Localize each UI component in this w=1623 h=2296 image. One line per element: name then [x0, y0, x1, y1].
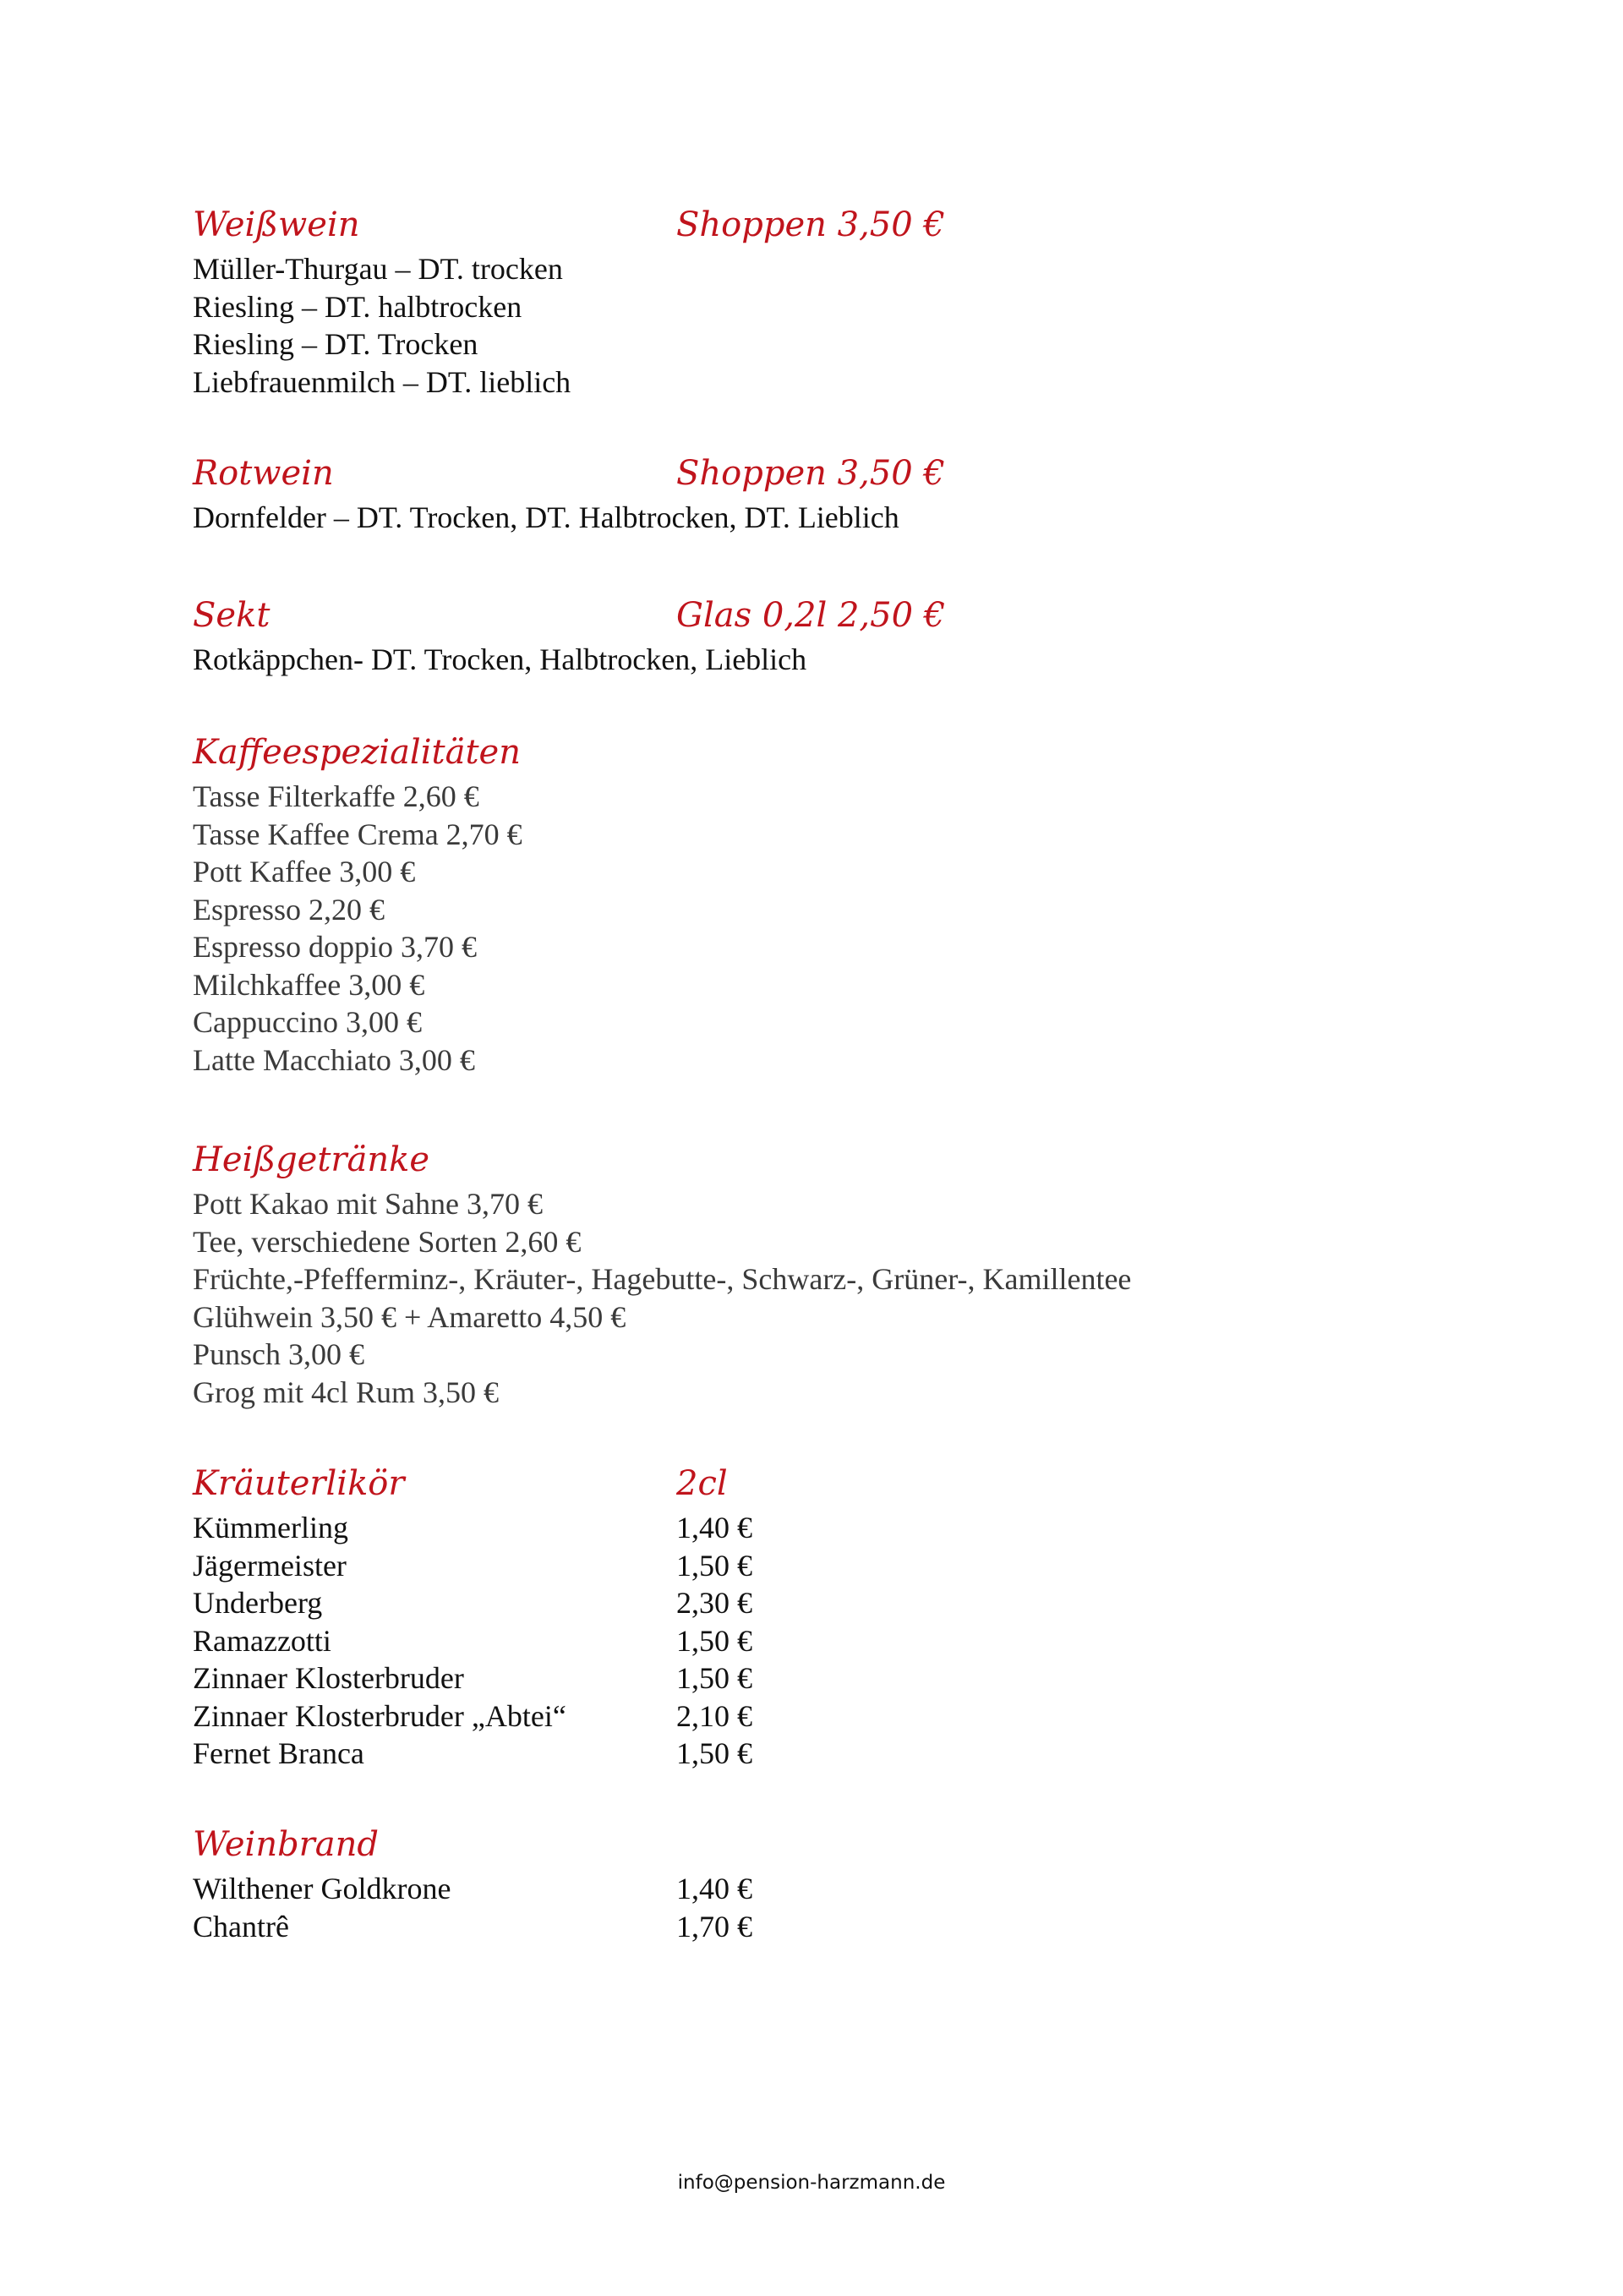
item-name: Zinnaer Klosterbruder „Abtei“ [193, 1698, 566, 1733]
item-name: Grog mit 4cl Rum 3,50 € [193, 1375, 499, 1409]
item-name: Espresso doppio 3,70 € [193, 930, 477, 964]
item-name: Chantrê [193, 1909, 289, 1943]
item-list [193, 778, 1461, 1079]
item-name: Kümmerling [193, 1511, 348, 1544]
menu-item [193, 325, 1461, 364]
section-title: Weißwein [193, 205, 360, 244]
menu-item [193, 1908, 1461, 1946]
section-weisswein [193, 200, 1461, 401]
menu-item [193, 966, 1461, 1004]
section-price-note: 2cl [676, 1464, 728, 1503]
menu-item [193, 1622, 1461, 1660]
section-title: Weinbrand [193, 1825, 380, 1864]
menu-item [193, 1336, 1461, 1374]
item-list [193, 1185, 1461, 1411]
section-heading-row [193, 1134, 1461, 1185]
item-price: 1,50 € [676, 1548, 752, 1583]
menu-item [193, 891, 1461, 929]
item-name: Cappuccino 3,00 € [193, 1005, 422, 1039]
section-title: Heißgetränke [193, 1140, 430, 1179]
item-price: 1,40 € [676, 1872, 752, 1905]
item-name: Riesling – DT. halbtrocken [193, 289, 522, 324]
menu-item [193, 1870, 1461, 1908]
menu-item [193, 1697, 1461, 1736]
menu-item [193, 641, 1461, 679]
item-name: Glühwein 3,50 € + Amaretto 4,50 € [193, 1299, 626, 1334]
footer-email[interactable]: info@pension-harzmann.de [677, 2172, 946, 2194]
menu-item [193, 778, 1461, 816]
section-kaffee [193, 727, 1461, 1079]
section-price-note: Shoppen 3,50 € [676, 205, 945, 244]
menu-item [193, 288, 1461, 326]
menu-item [193, 499, 1461, 537]
item-name: Espresso 2,20 € [193, 892, 385, 927]
menu-item [193, 928, 1461, 966]
item-list [193, 1509, 1461, 1773]
menu-item [193, 1185, 1461, 1223]
item-price: 1,50 € [676, 1623, 752, 1658]
section-title: Sekt [193, 596, 270, 635]
item-name: Punsch 3,00 € [193, 1337, 365, 1371]
section-heading-row [193, 1819, 1461, 1870]
menu-item [193, 1374, 1461, 1412]
section-heading-row [193, 1458, 1461, 1509]
section-heading-row [193, 590, 1461, 641]
section-heading-row [193, 727, 1461, 778]
item-name: Pott Kakao mit Sahne 3,70 € [193, 1187, 543, 1221]
menu-item [193, 1260, 1461, 1298]
section-sekt [193, 590, 1461, 679]
item-price: 1,40 € [676, 1511, 752, 1544]
item-name: Ramazzotti [193, 1623, 331, 1658]
menu-item [193, 364, 1461, 402]
item-name: Riesling – DT. Trocken [193, 327, 478, 361]
item-list [193, 641, 1461, 679]
menu-item [193, 1584, 1461, 1622]
item-name: Früchte,-Pfefferminz-, Kräuter-, Hagebutte-, Schwarz-, Grüner-, Kamillentee [193, 1262, 1132, 1296]
item-name: Zinnaer Klosterbruder [193, 1661, 464, 1695]
item-name: Milchkaffee 3,00 € [193, 967, 425, 1002]
item-price: 1,50 € [676, 1661, 752, 1695]
item-list [193, 499, 1461, 537]
menu-item [193, 250, 1461, 288]
menu-item [193, 1298, 1461, 1337]
menu-item [193, 1041, 1461, 1080]
section-price-note: Shoppen 3,50 € [676, 454, 945, 493]
item-price: 2,10 € [676, 1698, 752, 1733]
item-list [193, 1870, 1461, 1945]
menu-item [193, 816, 1461, 854]
section-heading-row [193, 448, 1461, 499]
menu-item [193, 853, 1461, 891]
item-name: Liebfrauenmilch – DT. lieblich [193, 364, 571, 399]
section-kraeuterlikoer [193, 1458, 1461, 1773]
section-price-note: Glas 0,2l 2,50 € [676, 596, 946, 635]
menu-item [193, 1659, 1461, 1697]
section-rotwein [193, 448, 1461, 537]
menu-item [193, 1547, 1461, 1585]
section-heissgetraenke [193, 1134, 1461, 1411]
menu-item [193, 1735, 1461, 1773]
item-name: Wilthener Goldkrone [193, 1872, 451, 1905]
item-price: 1,70 € [676, 1909, 752, 1943]
item-price: 1,50 € [676, 1736, 752, 1770]
item-name: Müller-Thurgau – DT. trocken [193, 252, 563, 286]
section-title: Kräuterlikör [193, 1464, 405, 1503]
item-list [193, 250, 1461, 401]
section-heading-row [193, 200, 1461, 250]
item-name: Underberg [193, 1586, 323, 1620]
menu-item [193, 1003, 1461, 1041]
item-name: Tasse Kaffee Crema 2,70 € [193, 817, 522, 851]
item-name: Jägermeister [193, 1548, 347, 1583]
menu-item [193, 1223, 1461, 1261]
item-name: Dornfelder – DT. Trocken, DT. Halbtrocken, DT. Lieblich [193, 500, 899, 534]
section-title: Rotwein [193, 454, 334, 493]
item-name: Rotkäppchen- DT. Trocken, Halbtrocken, Lieblich [193, 642, 807, 676]
section-title: Kaffeespezialitäten [193, 733, 521, 772]
menu-item [193, 1509, 1461, 1547]
item-name: Tasse Filterkaffe 2,60 € [193, 779, 479, 813]
section-weinbrand [193, 1819, 1461, 1945]
item-price: 2,30 € [676, 1586, 752, 1620]
item-name: Pott Kaffee 3,00 € [193, 855, 416, 888]
item-name: Latte Macchiato 3,00 € [193, 1042, 475, 1077]
item-name: Fernet Branca [193, 1736, 364, 1770]
item-name: Tee, verschiedene Sorten 2,60 € [193, 1224, 582, 1259]
